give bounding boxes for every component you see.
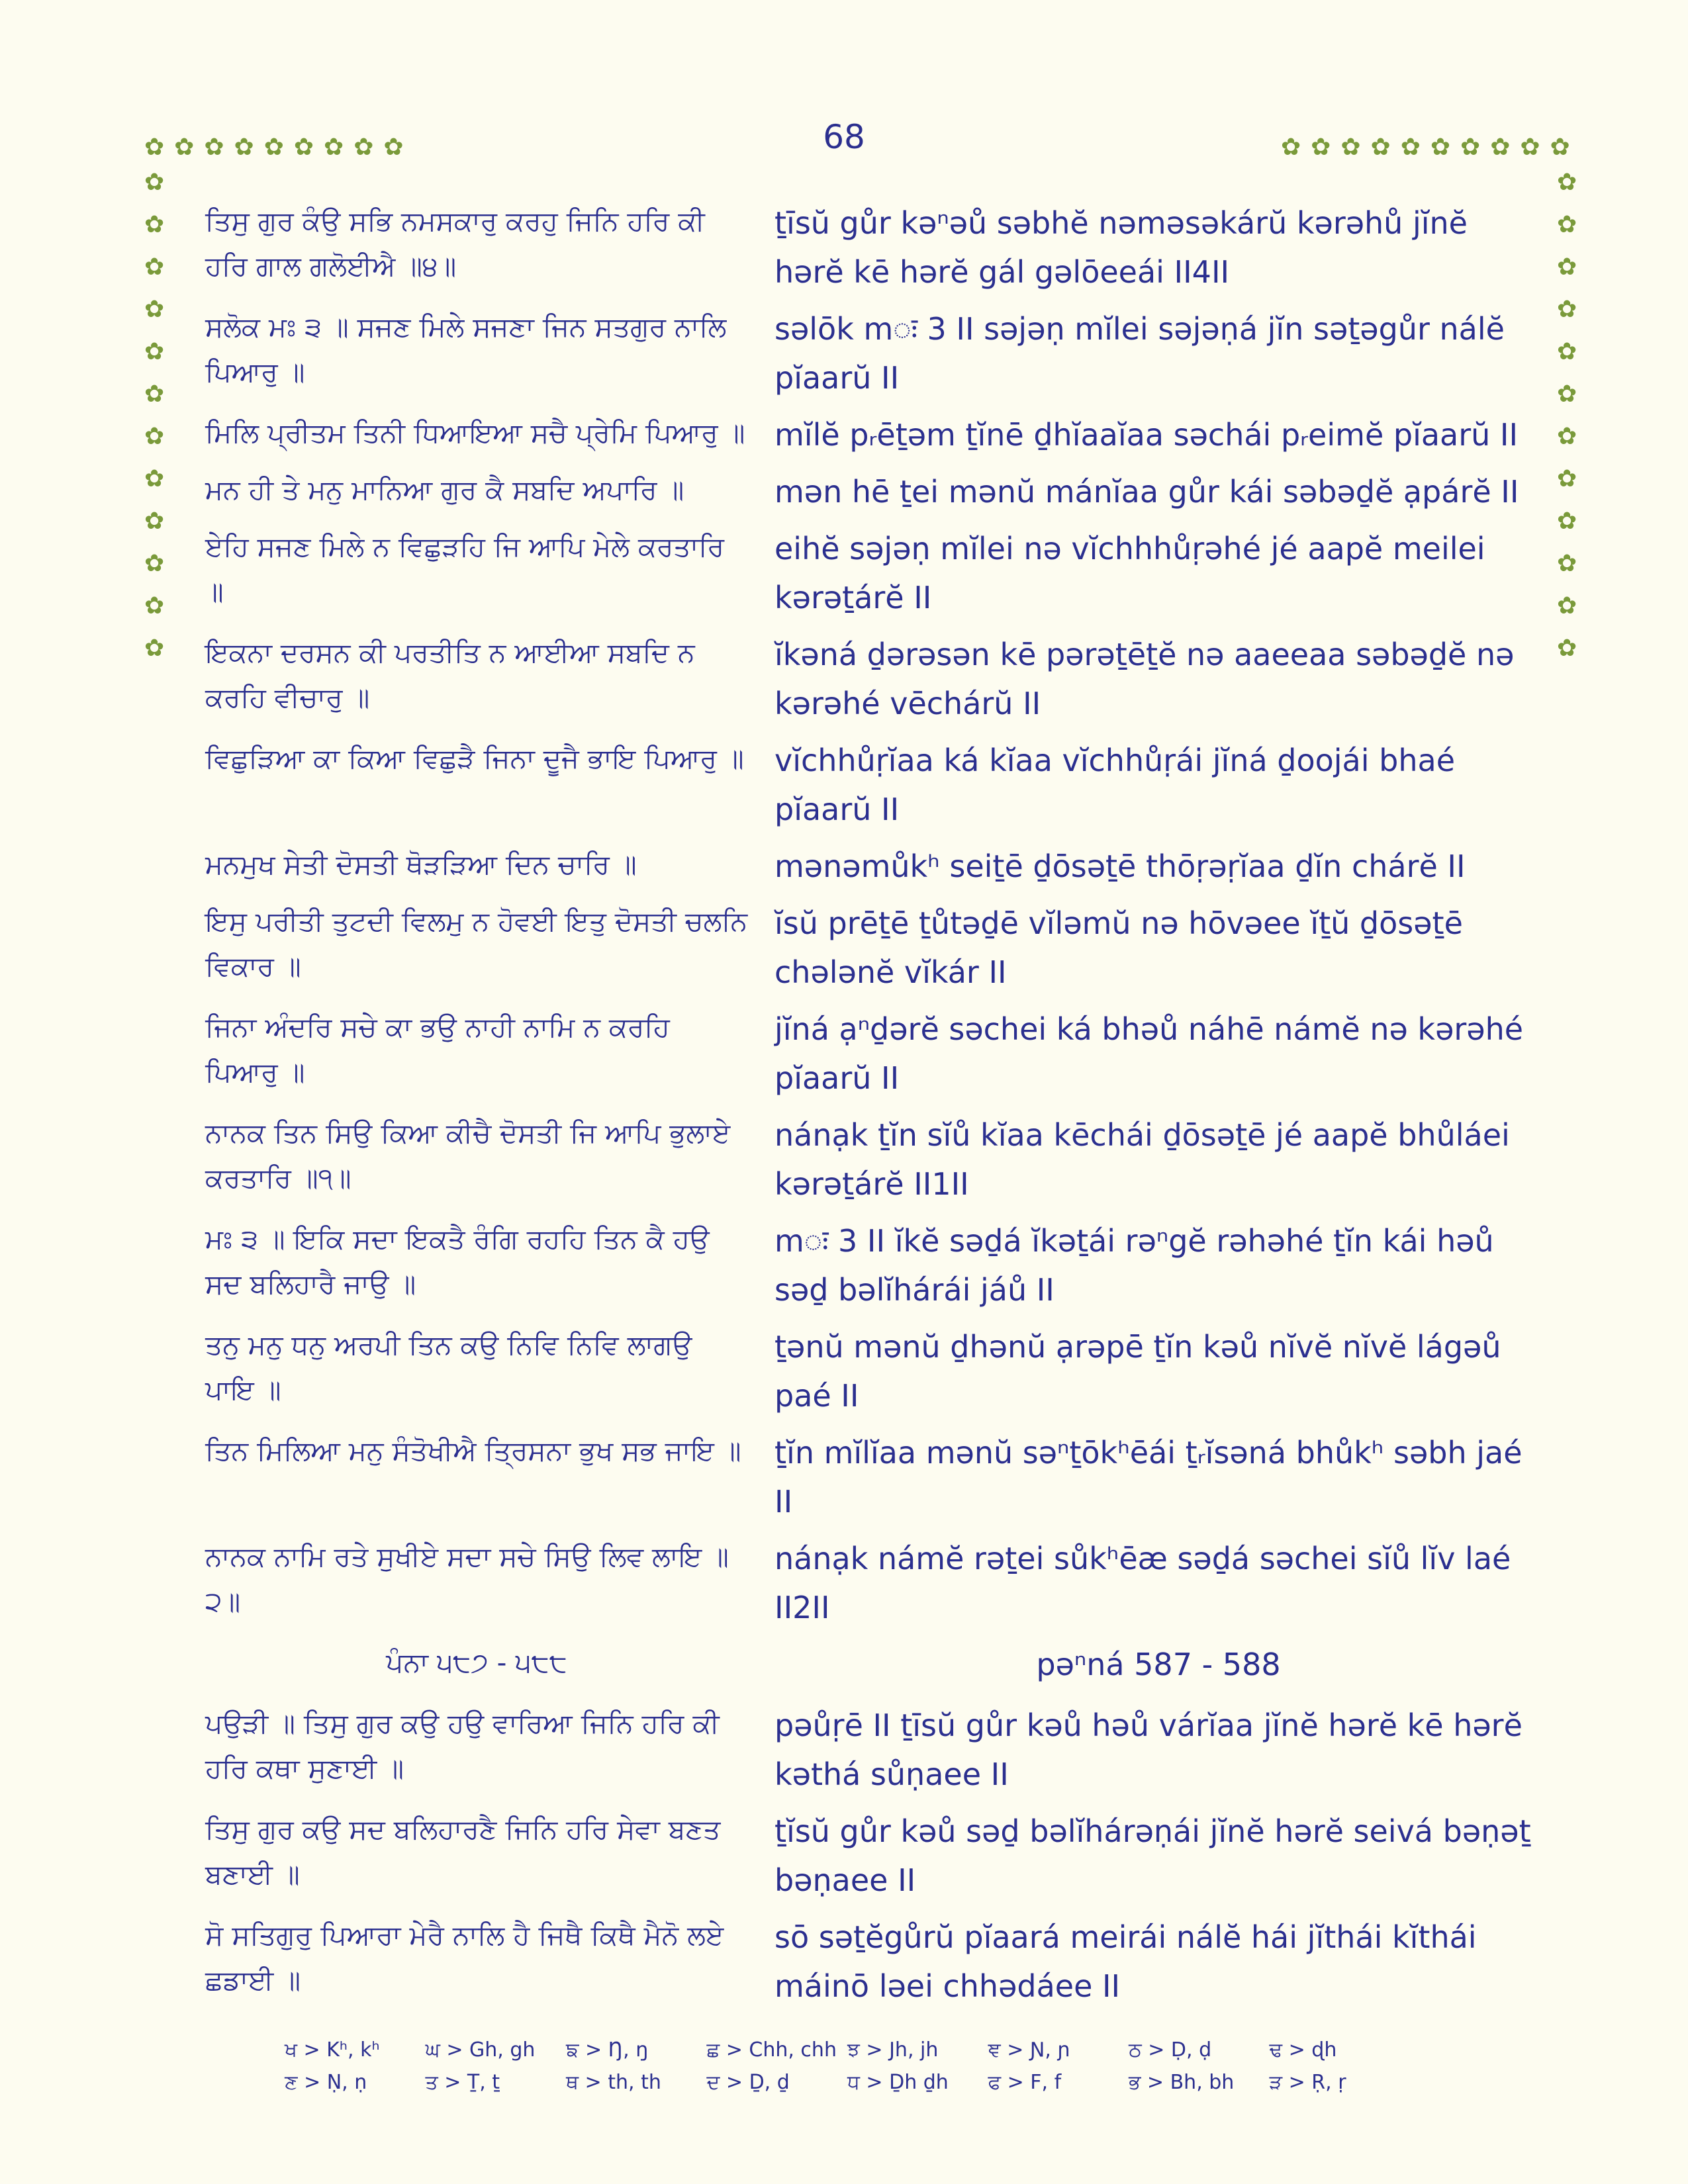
- legend-item: ਢ > ɖh: [1269, 2038, 1337, 2062]
- transliteration-text: səlōk mः 3 II səjəṇ mĭlei səjəṇá jĭn səṯəgůr nálĕ pĭaarŭ II: [774, 311, 1505, 396]
- verse-row: [205, 467, 1542, 516]
- flower-icon: ✿: [1557, 338, 1577, 365]
- flower-icon: ✿: [144, 635, 165, 662]
- flower-icon: ✿: [1557, 508, 1577, 535]
- gurmukhi-text: ਸੋ ਸਤਿਗੁਰੁ ਪਿਆਰਾ ਮੇਰੈ ਨਾਲਿ ਹੈ ਜਿਥੈ ਕਿਥੈ ਮੈਨੋ ਲਏ ਛਡਾਈ ॥: [205, 1919, 724, 1996]
- verse-row: [205, 1913, 1542, 2011]
- gurmukhi-text: ਜਿਨਾ ਅੰਦਰਿ ਸਚੇ ਕਾ ਭਉ ਨਾਹੀ ਨਾਮਿ ਨ ਕਰਹਿ ਪਿਆਰੁ ॥: [205, 1011, 670, 1088]
- flower-icon: ✿: [1557, 253, 1577, 281]
- gurmukhi-text: ਇਕਨਾ ਦਰਸਨ ਕੀ ਪਰਤੀਤਿ ਨ ਆਈਆ ਸਬਦਿ ਨ ਕਰਹਿ ਵੀਚਾਰੁ ॥: [205, 637, 695, 713]
- gurmukhi-text: ਮਨ ਹੀ ਤੇ ਮਨੁ ਮਾਨਿਆ ਗੁਰ ਕੈ ਸਬਦਿ ਅਪਾਰਿ ॥: [205, 474, 684, 506]
- flower-icon: ✿: [144, 550, 165, 577]
- transliteration-text: nánạk námĕ rəṯei sůkʰēæ səḏá səchei sĭů lĭv laé II2II: [774, 1541, 1511, 1625]
- legend-item: ਦ > Ḏ, ḏ: [706, 2071, 790, 2094]
- legend-item: ਝ > Jh, jh: [847, 2038, 939, 2062]
- flower-icon: ✿: [144, 381, 165, 408]
- legend-item: ਣ > Ṇ, ṇ: [285, 2071, 367, 2094]
- verse-row: [205, 199, 1542, 296]
- flower-icon: ✿: [353, 134, 374, 161]
- legend-item: ੜ > Ṛ, ṛ: [1269, 2071, 1346, 2094]
- flower-ornament-top-right: [1281, 136, 1570, 159]
- flower-icon: ✿: [174, 134, 195, 161]
- flower-icon: ✿: [204, 134, 224, 161]
- legend-item: ਘ > Gh, gh: [425, 2038, 536, 2062]
- transliteration-text: ĭsŭ prēṯē ṯůtəḏē vĭləmŭ nə hōvəee ĭṯŭ ḏōsəṯē chələnĕ vĭkár II: [774, 905, 1463, 990]
- gurmukhi-text: ਤਿਸੁ ਗੁਰ ਕੰਉ ਸਭਿ ਨਮਸਕਾਰੁ ਕਰਹੁ ਜਿਨਿ ਹਰਿ ਕੀ ਹਰਿ ਗਾਲ ਗਲੋਈਐ ॥੪॥: [205, 205, 705, 282]
- flower-icon: ✿: [1557, 423, 1577, 450]
- flower-ornament-top-left: [144, 136, 404, 159]
- flower-icon: ✿: [324, 134, 344, 161]
- verse-row: [205, 1005, 1542, 1103]
- flower-ornament-right-column: [1557, 171, 1577, 660]
- gurmukhi-text: ਪਉੜੀ ॥ ਤਿਸੁ ਗੁਰ ਕਉ ਹਉ ਵਾਰਿਆ ਜਿਨਿ ਹਰਿ ਕੀ ਹਰਿ ਕਥਾ ਸੁਣਾਈ ॥: [205, 1707, 720, 1784]
- verse-row: [205, 1111, 1542, 1208]
- flower-icon: ✿: [263, 134, 284, 161]
- transliteration-text: mĭlĕ pᵣēṯəm ṯĭnē ḏhĭaaĭaa səchái pᵣeimĕ pĭaarŭ II: [774, 417, 1519, 453]
- gurmukhi-text: ਵਿਛੁੜਿਆ ਕਾ ਕਿਆ ਵਿਛੁੜੈ ਜਿਨਾ ਦੂਜੈ ਭਾਇ ਪਿਆਰੁ ॥: [205, 743, 744, 774]
- legend-row: [285, 2071, 1410, 2094]
- transliteration-text: vĭchhůṛĭaa ká kĭaa vĭchhůṛái jĭná ḏoojái bhaé pĭaarŭ II: [774, 743, 1455, 827]
- gurmukhi-text: ਮਨਮੁਖ ਸੇਤੀ ਦੋਸਤੀ ਥੋੜੜਿਆ ਦਿਨ ਚਾਰਿ ॥: [205, 848, 637, 880]
- verse-row: [205, 1322, 1542, 1420]
- verse-row: [205, 1428, 1542, 1526]
- verse-row: [205, 524, 1542, 622]
- flower-icon: ✿: [1557, 592, 1577, 619]
- transliteration-text: mः 3 II ĭkĕ səḏá ĭkəṯái rəⁿgĕ rəhəhé ṯĭn kái həů səḏ bəlĭhárái jáů II: [774, 1223, 1494, 1308]
- legend-item: ਞ > Ɲ, ɲ: [988, 2038, 1070, 2062]
- flower-icon: ✿: [144, 211, 165, 238]
- flower-icon: ✿: [1430, 134, 1451, 161]
- flower-icon: ✿: [144, 253, 165, 281]
- legend-item: ਤ > Ṯ, ṯ: [425, 2071, 500, 2094]
- page-number: 68: [823, 118, 865, 156]
- flower-icon: ✿: [1520, 134, 1540, 161]
- gurmukhi-text: ਇਸੁ ਪਰੀਤੀ ਤੁਟਦੀ ਵਿਲਮੁ ਨ ਹੋਵਈ ਇਤੁ ਦੋਸਤੀ ਚਲਨਿ ਵਿਕਾਰ ॥: [205, 905, 748, 982]
- legend-item: ਙ > Ŋ, ŋ: [566, 2038, 649, 2062]
- flower-icon: ✿: [1370, 134, 1391, 161]
- flower-icon: ✿: [383, 134, 404, 161]
- flower-icon: ✿: [1340, 134, 1361, 161]
- transliteration-legend: [285, 2038, 1410, 2103]
- verse-row: [205, 304, 1542, 402]
- flower-icon: ✿: [1550, 134, 1570, 161]
- transliteration-text: ĭkəná ḏərəsən kē pərəṯēṯĕ nə aaeeaa səbəḏĕ nə kərəhé vēchárŭ II: [774, 637, 1515, 721]
- flower-icon: ✿: [144, 465, 165, 492]
- transliteration-text: mən hē ṯei mənŭ mánĭaa gůr kái səbəḏĕ ạpárĕ II: [774, 474, 1519, 510]
- legend-item: ਥ > th, th: [566, 2071, 661, 2094]
- flower-icon: ✿: [144, 338, 165, 365]
- legend-item: ਖ > Kʰ, kʰ: [285, 2038, 380, 2062]
- gurmukhi-text: ਤਿਸੁ ਗੁਰ ਕਉ ਸਦ ਬਲਿਹਾਰਣੈ ਜਿਨਿ ਹਰਿ ਸੇਵਾ ਬਣਤ ਬਣਾਈ ॥: [205, 1813, 721, 1890]
- transliteration-text: nánạk ṯĭn sĭů kĭaa kēchái ḏōsəṯē jé aapĕ bhůláei kərəṯárĕ II1II: [774, 1117, 1510, 1202]
- legend-row: [285, 2038, 1410, 2062]
- transliteration-text: ṯĭsŭ gůr kəů səḏ bəlĭhárəṇái jĭnĕ hərĕ seivá bəṇəṯ bəṇaee II: [774, 1813, 1531, 1898]
- page-range-gurmukhi: ਪੰਨਾ ੫੮੭ - ੫੮੮: [386, 1647, 567, 1678]
- flower-icon: ✿: [1281, 134, 1301, 161]
- transliteration-text: pəůṛē II ṯīsŭ gůr kəů həů várĭaa jĭnĕ hərĕ kē hərĕ kəthá sůṇaee II: [774, 1707, 1523, 1792]
- gurmukhi-text: ਮਿਲਿ ਪ੍ਰੀਤਮ ਤਿਨੀ ਧਿਆਇਆ ਸਚੈ ਪ੍ਰੇਮਿ ਪਿਆਰੁ ॥: [205, 417, 745, 449]
- page-range-translit: pəⁿná 587 - 588: [1036, 1647, 1281, 1682]
- legend-item: ਭ > Bh, bh: [1129, 2071, 1235, 2094]
- legend-item: ਛ > Chh, chh: [706, 2038, 837, 2062]
- flower-icon: ✿: [1490, 134, 1511, 161]
- flower-icon: ✿: [144, 169, 165, 196]
- verse-row: [205, 1216, 1542, 1314]
- flower-icon: ✿: [1557, 381, 1577, 408]
- flower-icon: ✿: [1400, 134, 1421, 161]
- flower-icon: ✿: [1311, 134, 1331, 161]
- verse-row: [205, 899, 1542, 997]
- verse-row: [205, 1807, 1542, 1905]
- verse-row: [205, 630, 1542, 728]
- scripture-content: [205, 199, 1542, 2019]
- flower-icon: ✿: [144, 423, 165, 450]
- flower-icon: ✿: [144, 508, 165, 535]
- flower-icon: ✿: [1557, 296, 1577, 323]
- gurmukhi-text: ਤਿਨ ਮਿਲਿਆ ਮਨੁ ਸੰਤੋਖੀਐ ਤ੍ਰਿਸਨਾ ਭੁਖ ਸਭ ਜਾਇ ॥: [205, 1435, 741, 1467]
- transliteration-text: jĭná ạⁿḏərĕ səchei ká bhəů náhē námĕ nə kərəhé pĭaarŭ II: [774, 1011, 1524, 1096]
- verse-row: [205, 842, 1542, 891]
- transliteration-text: ṯĭn mĭlĭaa mənŭ səⁿṯōkʰēái ṯᵣĭsəná bhůkʰ səbh jaé II: [774, 1435, 1523, 1520]
- page-range-heading: [205, 1640, 1542, 1689]
- gurmukhi-text: ਮਃ ੩ ॥ ਇਕਿ ਸਦਾ ਇਕਤੈ ਰੰਗਿ ਰਹਹਿ ਤਿਨ ਕੈ ਹਉ ਸਦ ਬਲਿਹਾਰੈ ਜਾਉ ॥: [205, 1223, 710, 1300]
- transliteration-text: eihĕ səjəṇ mĭlei nə vĭchhhůṛəhé jé aapĕ meilei kərəṯárĕ II: [774, 531, 1485, 615]
- flower-icon: ✿: [1460, 134, 1481, 161]
- flower-ornament-left-column: [144, 171, 164, 660]
- flower-icon: ✿: [144, 592, 165, 619]
- gurmukhi-text: ਏਹਿ ਸਜਣ ਮਿਲੇ ਨ ਵਿਛੁੜਹਿ ਜਿ ਆਪਿ ਮੇਲੇ ਕਰਤਾਰਿ ॥: [205, 531, 724, 608]
- verse-row: [205, 1534, 1542, 1632]
- legend-item: ਫ > F, f: [988, 2071, 1062, 2094]
- flower-icon: ✿: [144, 296, 165, 323]
- flower-icon: ✿: [1557, 169, 1577, 196]
- verse-row: [205, 736, 1542, 834]
- flower-icon: ✿: [1557, 550, 1577, 577]
- verse-row: [205, 410, 1542, 459]
- gurmukhi-text: ਸਲੋਕ ਮਃ ੩ ॥ ਸਜਣ ਮਿਲੇ ਸਜਣਾ ਜਿਨ ਸਤਗੁਰ ਨਾਲਿ ਪਿਆਰੁ ॥: [205, 311, 727, 388]
- transliteration-text: ṯīsŭ gůr kəⁿəů səbhĕ nəməsəkárŭ kərəhů jĭnĕ hərĕ kē hərĕ gál gəlōeeái II4II: [774, 205, 1468, 290]
- transliteration-text: mənəmůkʰ seiṯē ḏōsəṯē thōṛəṛĭaa ḏĭn chárĕ II: [774, 848, 1466, 884]
- flower-icon: ✿: [1557, 635, 1577, 662]
- flower-icon: ✿: [293, 134, 314, 161]
- gurmukhi-text: ਤਨੁ ਮਨੁ ਧਨੁ ਅਰਪੀ ਤਿਨ ਕਉ ਨਿਵਿ ਨਿਵਿ ਲਾਗਉ ਪਾਇ ॥: [205, 1329, 692, 1406]
- flower-icon: ✿: [1557, 211, 1577, 238]
- legend-item: ਧ > Ḏh ḏh: [847, 2071, 949, 2094]
- flower-icon: ✿: [144, 134, 165, 161]
- transliteration-text: sō səṯĕgůrŭ pĭaará meirái nálĕ hái jĭthái kĭthái máinō ləei chhədáee II: [774, 1919, 1477, 2004]
- legend-item: ਠ > Ḍ, ḍ: [1129, 2038, 1212, 2062]
- flower-icon: ✿: [1557, 465, 1577, 492]
- gurmukhi-text: ਨਾਨਕ ਨਾਮਿ ਰਤੇ ਸੁਖੀਏ ਸਦਾ ਸਚੇ ਸਿਉ ਲਿਵ ਲਾਇ ॥੨॥: [205, 1541, 729, 1617]
- verse-row: [205, 1701, 1542, 1799]
- transliteration-text: ṯənŭ mənŭ ḏhənŭ ạrəpē ṯĭn kəů nĭvĕ nĭvĕ lágəů paé II: [774, 1329, 1501, 1414]
- gurmukhi-text: ਨਾਨਕ ਤਿਨ ਸਿਉ ਕਿਆ ਕੀਚੈ ਦੋਸਤੀ ਜਿ ਆਪਿ ਭੁਲਾਏ ਕਰਤਾਰਿ ॥੧॥: [205, 1117, 731, 1194]
- flower-icon: ✿: [234, 134, 254, 161]
